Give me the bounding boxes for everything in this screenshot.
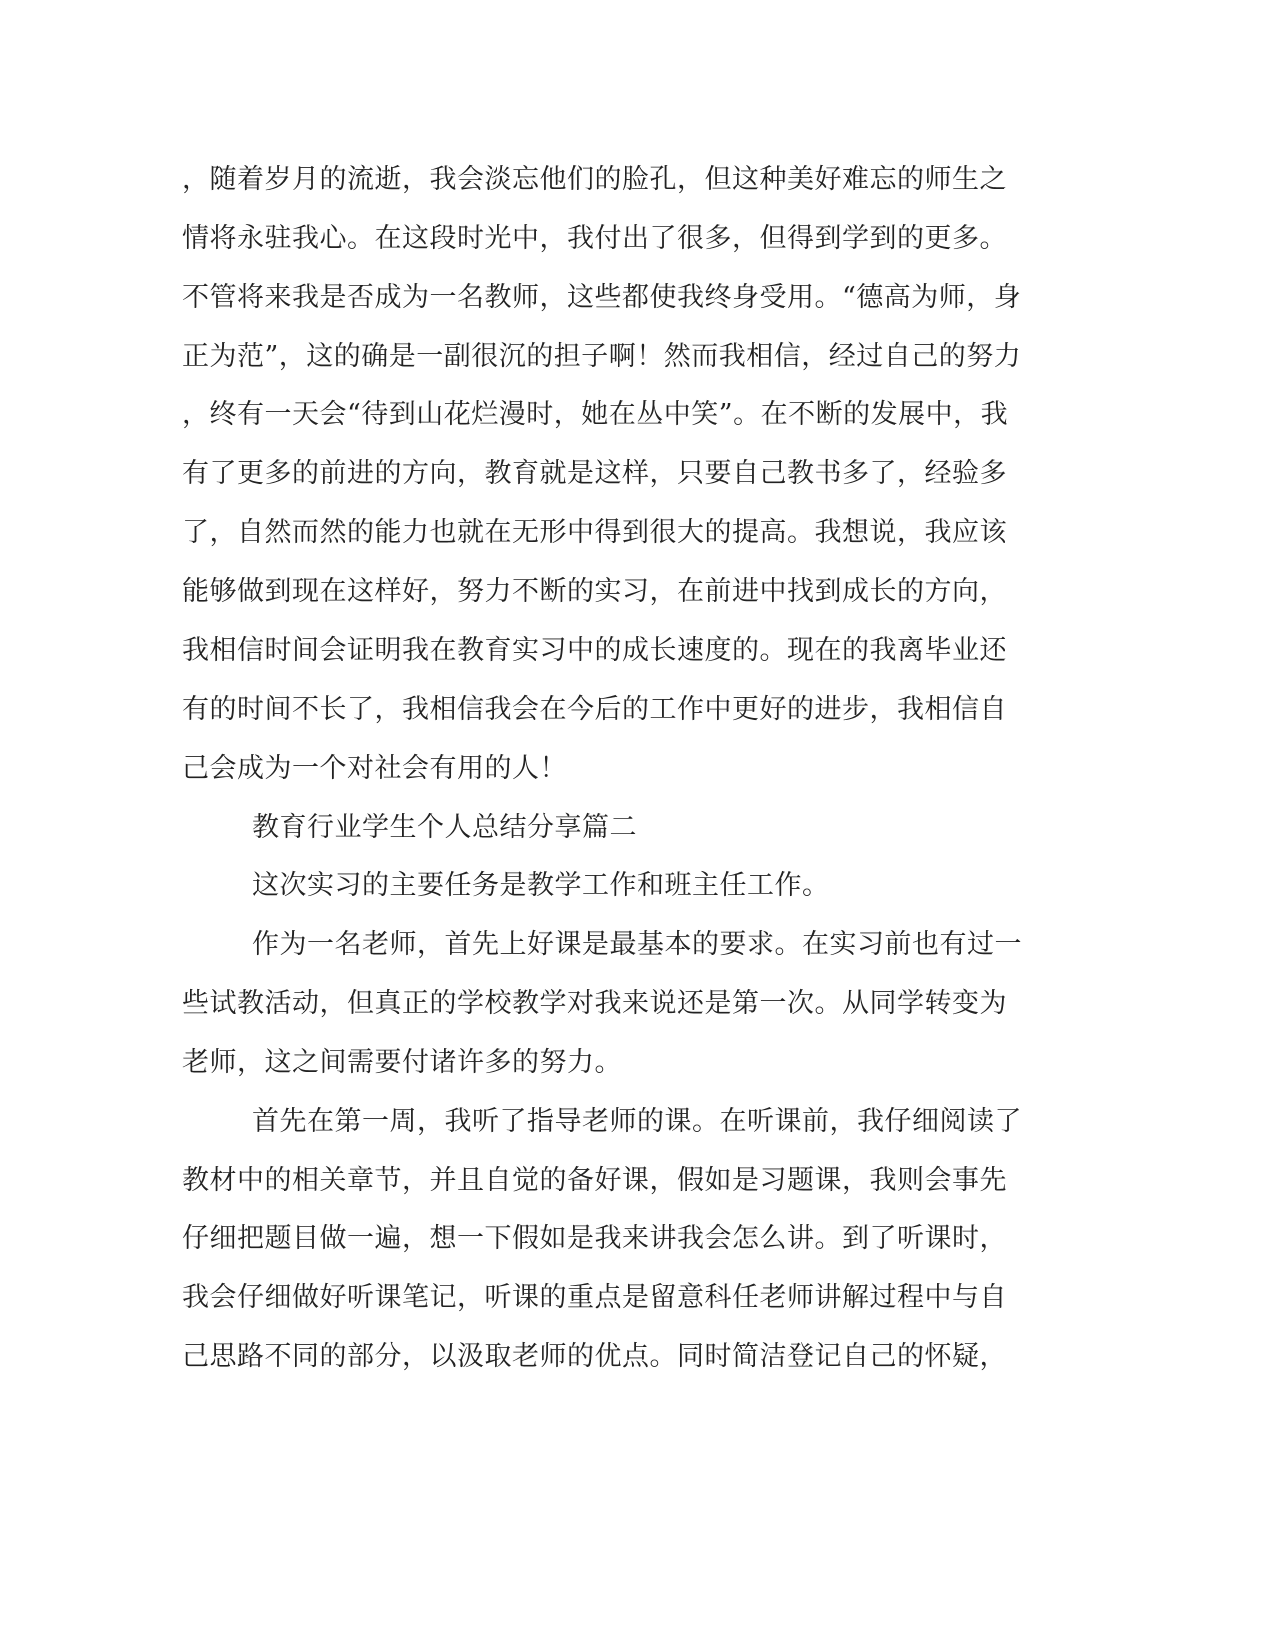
text-line: 己会成为一个对社会有用的人！ bbox=[182, 753, 567, 784]
text-line: 作为一名老师，首先上好课是最基本的要求。在实习前也有过一 bbox=[252, 929, 1022, 960]
text-line: 有了更多的前进的方向，教育就是这样，只要自己教书多了，经验多 bbox=[182, 458, 1007, 489]
text-line: 情将永驻我心。在这段时光中，我付出了很多，但得到学到的更多。 bbox=[182, 223, 1007, 254]
text-line: 不管将来我是否成为一名教师，这些都使我终身受用。“德高为师，身 bbox=[182, 282, 1022, 313]
text-line: 能够做到现在这样好，努力不断的实习，在前进中找到成长的方向， bbox=[182, 576, 1007, 607]
text-line: 我会仔细做好听课笔记，听课的重点是留意科任老师讲解过程中与自 bbox=[182, 1282, 1007, 1313]
text-line: 这次实习的主要任务是教学工作和班主任工作。 bbox=[252, 870, 830, 901]
text-line: 些试教活动，但真正的学校教学对我来说还是第一次。从同学转变为 bbox=[182, 988, 1007, 1019]
text-line: 己思路不同的部分，以汲取老师的优点。同时简洁登记自己的怀疑， bbox=[182, 1341, 1007, 1372]
text-line: 了，自然而然的能力也就在无形中得到很大的提高。我想说，我应该 bbox=[182, 517, 1007, 548]
text-line: 正为范”，这的确是一副很沉的担子啊！然而我相信，经过自己的努力 bbox=[182, 341, 1022, 372]
text-line: 教材中的相关章节，并且自觉的备好课，假如是习题课，我则会事先 bbox=[182, 1165, 1007, 1196]
text-line: ，随着岁月的流逝，我会淡忘他们的脸孔，但这种美好难忘的师生之 bbox=[182, 164, 1007, 195]
text-line: 有的时间不长了，我相信我会在今后的工作中更好的进步，我相信自 bbox=[182, 694, 1007, 725]
text-line: ，终有一天会“待到山花烂漫时，她在丛中笑”。在不断的发展中，我 bbox=[182, 399, 1009, 430]
section-heading: 教育行业学生个人总结分享篇二 bbox=[252, 812, 637, 843]
text-line: 仔细把题目做一遍，想一下假如是我来讲我会怎么讲。到了听课时， bbox=[182, 1223, 1007, 1254]
text-line: 我相信时间会证明我在教育实习中的成长速度的。现在的我离毕业还 bbox=[182, 635, 1007, 666]
text-line: 首先在第一周，我听了指导老师的课。在听课前，我仔细阅读了 bbox=[252, 1106, 1022, 1137]
text-line: 老师，这之间需要付诸许多的努力。 bbox=[182, 1047, 622, 1078]
